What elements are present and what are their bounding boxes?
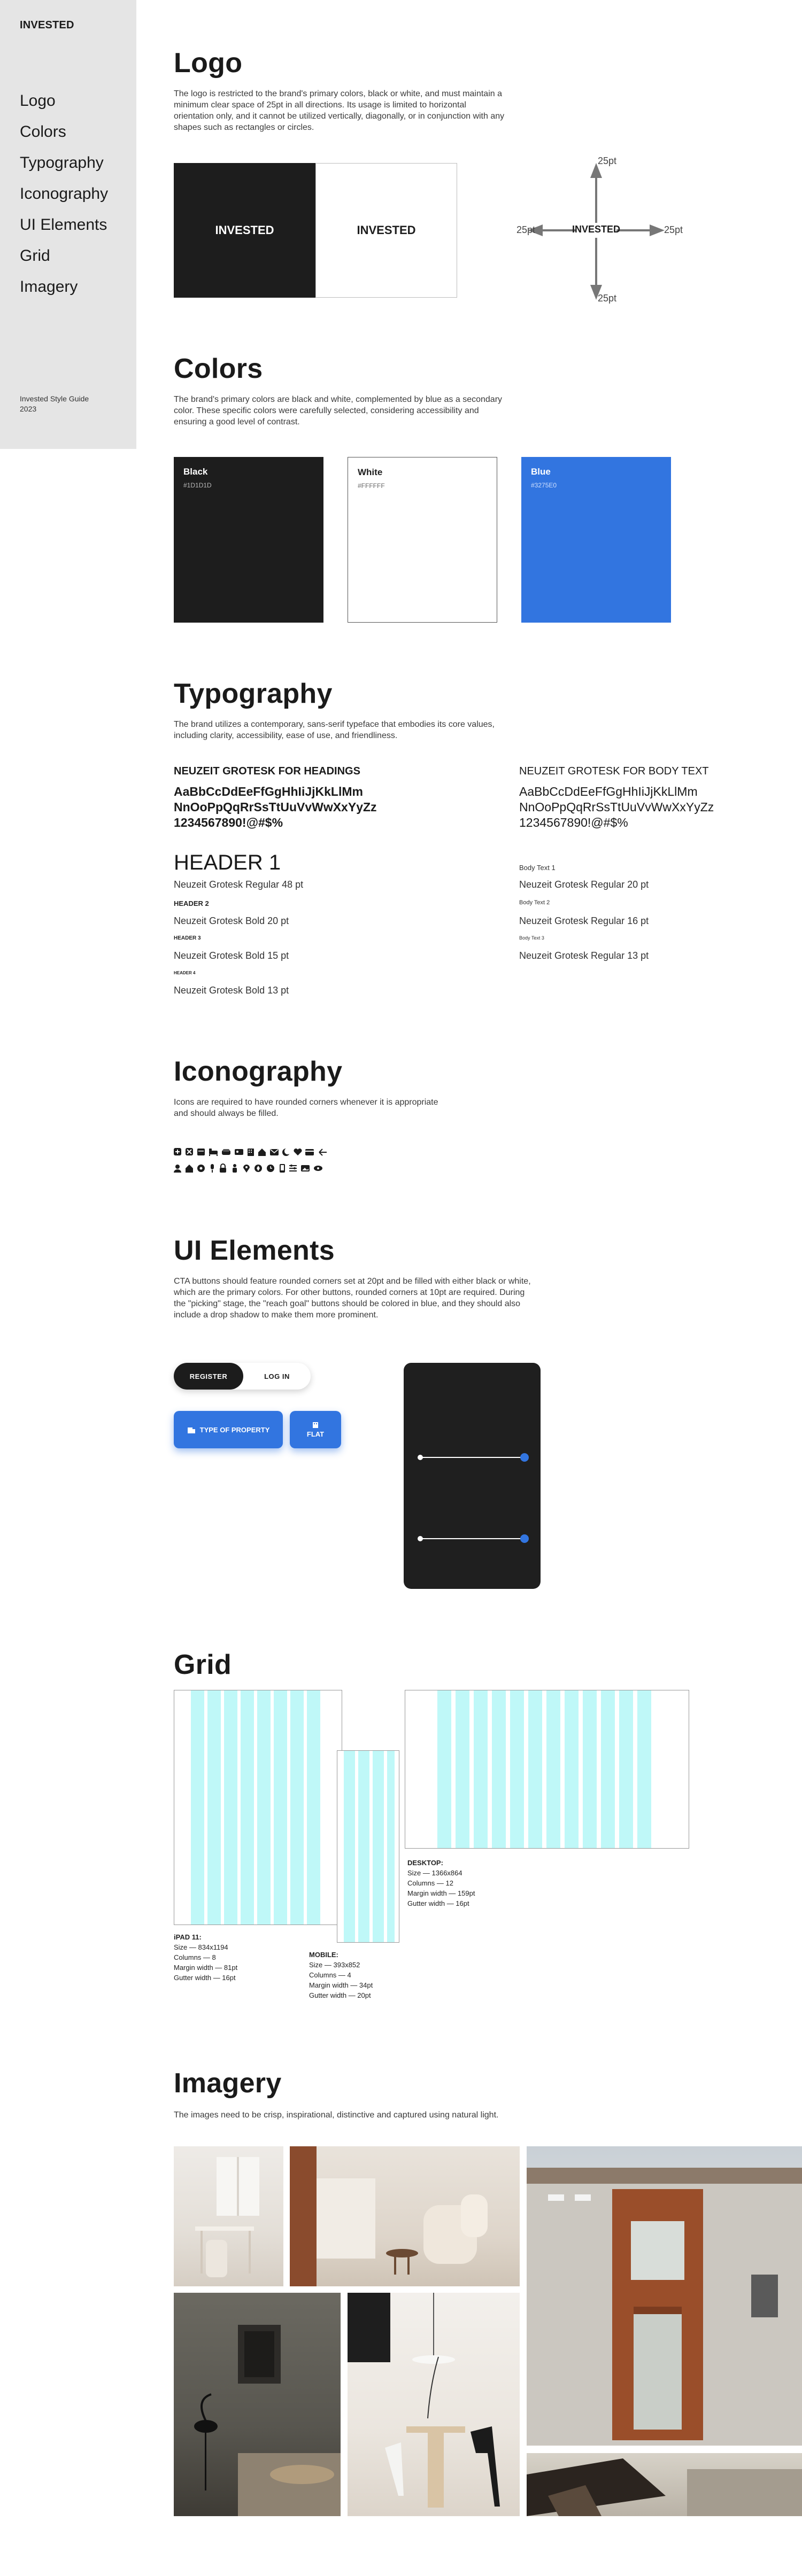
x-square-icon: [186, 1148, 193, 1155]
interior-desk-image: [174, 2146, 283, 2286]
clearspace-bottom-label: 25pt: [598, 293, 617, 304]
lock-icon: [220, 1164, 226, 1173]
gear-icon: [197, 1165, 205, 1172]
eye-icon: [314, 1166, 322, 1171]
building-icon: [187, 1426, 196, 1433]
footer-title: Invested Style Guide: [20, 394, 89, 403]
grid-column: [307, 1690, 320, 1925]
logo-light-variant: [315, 163, 457, 298]
ui-elements-title: UI Elements: [174, 1235, 335, 1266]
brand-logo[interactable]: INVESTED: [20, 19, 74, 31]
ui-elements-desc: CTA buttons should feature rounded corners set at 20pt and be filled with either black or white, which are the primary colors. For other buttons, rounded corners at 10pt are required. During the "picking" stage, the "reach goal" buttons should be colored in blue, and they should also include a drop shadow to make them more prominent.: [174, 1277, 531, 1320]
header4-spec: Neuzeit Grotesk Bold 13 pt: [174, 985, 289, 996]
header1-spec: Neuzeit Grotesk Regular 48 pt: [174, 879, 304, 890]
heading-numbers: 1234567890!@#$%: [174, 816, 283, 829]
slider-track-1: [420, 1457, 525, 1458]
header2-sample: HEADER 2: [174, 899, 209, 907]
mobile-grid-frame: [337, 1750, 399, 1943]
desktop-grid-caption: [407, 1858, 475, 1908]
body-alphabet-upper: AaBbCcDdEeFfGgHhIiJjKkLlMm: [519, 785, 698, 798]
grid-column: [601, 1690, 615, 1848]
typography-title: Typography: [174, 678, 333, 709]
sofa-icon: [222, 1149, 230, 1155]
body-font-name: NEUZEIT GROTESK FOR BODY TEXT: [519, 765, 709, 777]
heading-font-specimen: [174, 765, 377, 831]
grid-title: Grid: [174, 1649, 232, 1680]
settings-icon: [289, 1165, 297, 1171]
moon-icon: [282, 1148, 291, 1156]
ipad-size: Size — 834x1194: [174, 1943, 228, 1951]
sidebar-item-ui-elements[interactable]: UI Elements: [20, 216, 107, 234]
mobile-grid-caption: [309, 1950, 373, 2000]
back-arrow-icon: [319, 1149, 327, 1155]
grid-column: [387, 1751, 395, 1942]
swatch-blue: [521, 457, 671, 623]
pin-icon: [243, 1165, 250, 1173]
slider-phone-mockup: [404, 1363, 541, 1589]
header4-sample: HEADER 4: [174, 971, 196, 975]
sidebar-item-typography[interactable]: Typography: [20, 154, 104, 172]
ipad-grid-caption: [174, 1932, 237, 1983]
swatch-name: Black: [183, 467, 208, 477]
interior-lamp-image: [174, 2293, 341, 2516]
header3-spec: Neuzeit Grotesk Bold 15 pt: [174, 950, 289, 961]
heart-icon: [294, 1149, 302, 1155]
grid-column: [191, 1690, 204, 1925]
slider-start-knob-1[interactable]: [418, 1455, 423, 1460]
typography-desc: The brand utilizes a contemporary, sans-serif typeface that embodies its core values, including clarity, accessibility, ease of use, and friendliness.: [174, 720, 495, 740]
architecture-facade-image: [527, 2146, 802, 2446]
clearspace-right-label: 25pt: [664, 224, 683, 235]
mobile-columns: Columns — 4: [309, 1971, 351, 1979]
body3-sample: Body Text 3: [519, 935, 544, 941]
slider-end-knob-2[interactable]: [520, 1534, 529, 1543]
ipad-columns: Columns — 8: [174, 1953, 216, 1961]
imagery-title: Imagery: [174, 2068, 282, 2099]
colors-desc: The brand's primary colors are black and white, complemented by blue as a secondary color. These specific colors were carefully selected, considering accessibility and ensuring a good level of contrast.: [174, 395, 503, 426]
mobile-margin: Margin width — 34pt: [309, 1981, 373, 1989]
desktop-size: Size — 1366x864: [407, 1869, 462, 1877]
clearspace-left-label: 25pt: [516, 224, 536, 235]
calendar-icon: [197, 1149, 205, 1155]
grid-column: [224, 1690, 237, 1925]
card-icon: [305, 1149, 314, 1155]
type-of-property-button[interactable]: [174, 1411, 283, 1448]
desktop-margin: Margin width — 159pt: [407, 1889, 475, 1897]
desktop-columns: Columns — 12: [407, 1879, 453, 1887]
login-button[interactable]: LOG IN: [264, 1372, 290, 1380]
clock-icon: [267, 1165, 274, 1172]
building-icon: [248, 1149, 254, 1156]
flat-button[interactable]: [290, 1411, 341, 1448]
mic-icon: [211, 1164, 214, 1173]
mail-icon: [270, 1149, 279, 1155]
grid-column: [619, 1690, 633, 1848]
header2-spec: Neuzeit Grotesk Bold 20 pt: [174, 915, 289, 926]
flat-label: FLAT: [306, 1430, 325, 1438]
grid-column: [510, 1690, 524, 1848]
grid-column: [583, 1690, 597, 1848]
mobile-label: MOBILE:: [309, 1951, 338, 1959]
grid-column: [437, 1690, 451, 1848]
swatch-hex: #3275E0: [531, 482, 557, 489]
grid-column: [565, 1690, 579, 1848]
swatch-hex: #FFFFFF: [358, 482, 385, 490]
logo-wordmark-black: INVESTED: [357, 223, 416, 237]
grid-column: [241, 1690, 254, 1925]
desktop-label: DESKTOP:: [407, 1859, 443, 1867]
body2-spec: Neuzeit Grotesk Regular 16 pt: [519, 915, 649, 926]
slider-end-knob-1[interactable]: [520, 1453, 529, 1462]
sidebar-item-grid[interactable]: Grid: [20, 247, 50, 265]
mobile-size: Size — 393x852: [309, 1961, 360, 1969]
heading-font-name: NEUZEIT GROTESK FOR HEADINGS: [174, 765, 360, 777]
body1-sample: Body Text 1: [519, 864, 556, 872]
sidebar-item-colors[interactable]: Colors: [20, 123, 66, 141]
body2-sample: Body Text 2: [519, 899, 550, 906]
grid-column: [257, 1690, 271, 1925]
grid-column: [207, 1690, 221, 1925]
logo-title: Logo: [174, 48, 243, 79]
clearspace-top-label: 25pt: [598, 156, 617, 166]
bed-icon: [209, 1149, 218, 1156]
main-content: [174, 0, 802, 2576]
register-login-toggle: [174, 1363, 311, 1390]
footer-year: 2023: [20, 405, 37, 413]
type-of-property-label: TYPE OF PROPERTY: [199, 1425, 270, 1434]
grid-column: [474, 1690, 488, 1848]
grid-column: [290, 1690, 304, 1925]
grid-column: [492, 1690, 506, 1848]
body-numbers: 1234567890!@#$%: [519, 816, 628, 829]
slider-start-knob-2[interactable]: [418, 1536, 423, 1541]
grid-column: [528, 1690, 542, 1848]
icon-grid: [174, 1148, 377, 1178]
grid-column: [274, 1690, 287, 1925]
header3-sample: HEADER 3: [174, 935, 201, 941]
desktop-gutter: Gutter width — 16pt: [407, 1899, 469, 1907]
icon-set: [174, 1148, 377, 1176]
body-font-specimen: [519, 765, 714, 831]
swatch-white: [348, 457, 497, 623]
sidebar-item-logo[interactable]: Logo: [20, 92, 56, 110]
swatch-name: White: [358, 467, 383, 477]
grid-column: [373, 1751, 384, 1942]
ipad-label: iPAD 11:: [174, 1933, 202, 1941]
swatch-hex: #1D1D1D: [183, 482, 212, 489]
id-card-icon: [235, 1149, 243, 1155]
imagery-desc: The images need to be crisp, inspirational, distinctive and captured using natural light.: [174, 2111, 499, 2120]
sidebar: [0, 0, 136, 449]
grid-column: [546, 1690, 560, 1848]
desktop-grid-frame: [405, 1690, 689, 1849]
swatch-name: Blue: [531, 467, 551, 477]
interior-dining-image: [348, 2293, 520, 2516]
sidebar-item-imagery[interactable]: Imagery: [20, 278, 78, 296]
picture-icon: [301, 1165, 310, 1171]
plus-square-icon: [174, 1148, 181, 1155]
slider-track-2: [420, 1538, 525, 1539]
register-button[interactable]: REGISTER: [174, 1363, 243, 1390]
clearspace-wordmark: INVESTED: [572, 224, 621, 235]
person-icon: [233, 1164, 237, 1173]
body-alphabet-lower: NnOoPpQqRrSsTtUuVvWwXxYyZz: [519, 800, 714, 814]
logo-wordmark-white: INVESTED: [215, 223, 274, 237]
compass-icon: [255, 1165, 262, 1172]
phone-icon: [280, 1164, 285, 1173]
header1-sample: HEADER 1: [174, 851, 281, 874]
ipad-grid-frame: [174, 1690, 342, 1925]
home-icon: [186, 1165, 193, 1173]
iconography-title: Iconography: [174, 1056, 343, 1087]
ipad-margin: Margin width — 81pt: [174, 1964, 238, 1972]
grid-column: [456, 1690, 469, 1848]
colors-title: Colors: [174, 353, 263, 384]
interior-armchair-image: [290, 2146, 520, 2286]
body1-spec: Neuzeit Grotesk Regular 20 pt: [519, 879, 649, 890]
sidebar-item-iconography[interactable]: Iconography: [20, 185, 109, 203]
clearspace-diagram: [516, 152, 676, 313]
architecture-bench-image: [527, 2453, 802, 2516]
body3-spec: Neuzeit Grotesk Regular 13 pt: [519, 950, 649, 961]
sidebar-nav: [20, 86, 108, 302]
logo-desc: The logo is restricted to the brand's primary colors, black or white, and must maintain a minimum clear space of 25pt in all directions. Its usage is limited to horizontal orientation only, and it cannot be utilized vertically, diagonally, or in conjunction with any shapes such as rectangles or circles.: [174, 89, 505, 132]
grid-column: [637, 1690, 651, 1848]
swatch-black: [174, 457, 323, 623]
sidebar-footer: [20, 394, 89, 414]
user-icon: [174, 1165, 181, 1173]
grid-column: [358, 1751, 369, 1942]
building-icon: [312, 1422, 319, 1428]
house-icon: [258, 1149, 266, 1156]
grid-column: [344, 1751, 355, 1942]
heading-alphabet-upper: AaBbCcDdEeFfGgHhIiJjKkLlMm: [174, 785, 363, 798]
mobile-gutter: Gutter width — 20pt: [309, 1991, 371, 1999]
iconography-desc: Icons are required to have rounded corners whenever it is appropriate and should always be filled.: [174, 1098, 438, 1118]
ipad-gutter: Gutter width — 16pt: [174, 1974, 236, 1982]
logo-dark-variant: [174, 163, 315, 298]
heading-alphabet-lower: NnOoPpQqRrSsTtUuVvWwXxYyZz: [174, 800, 377, 814]
